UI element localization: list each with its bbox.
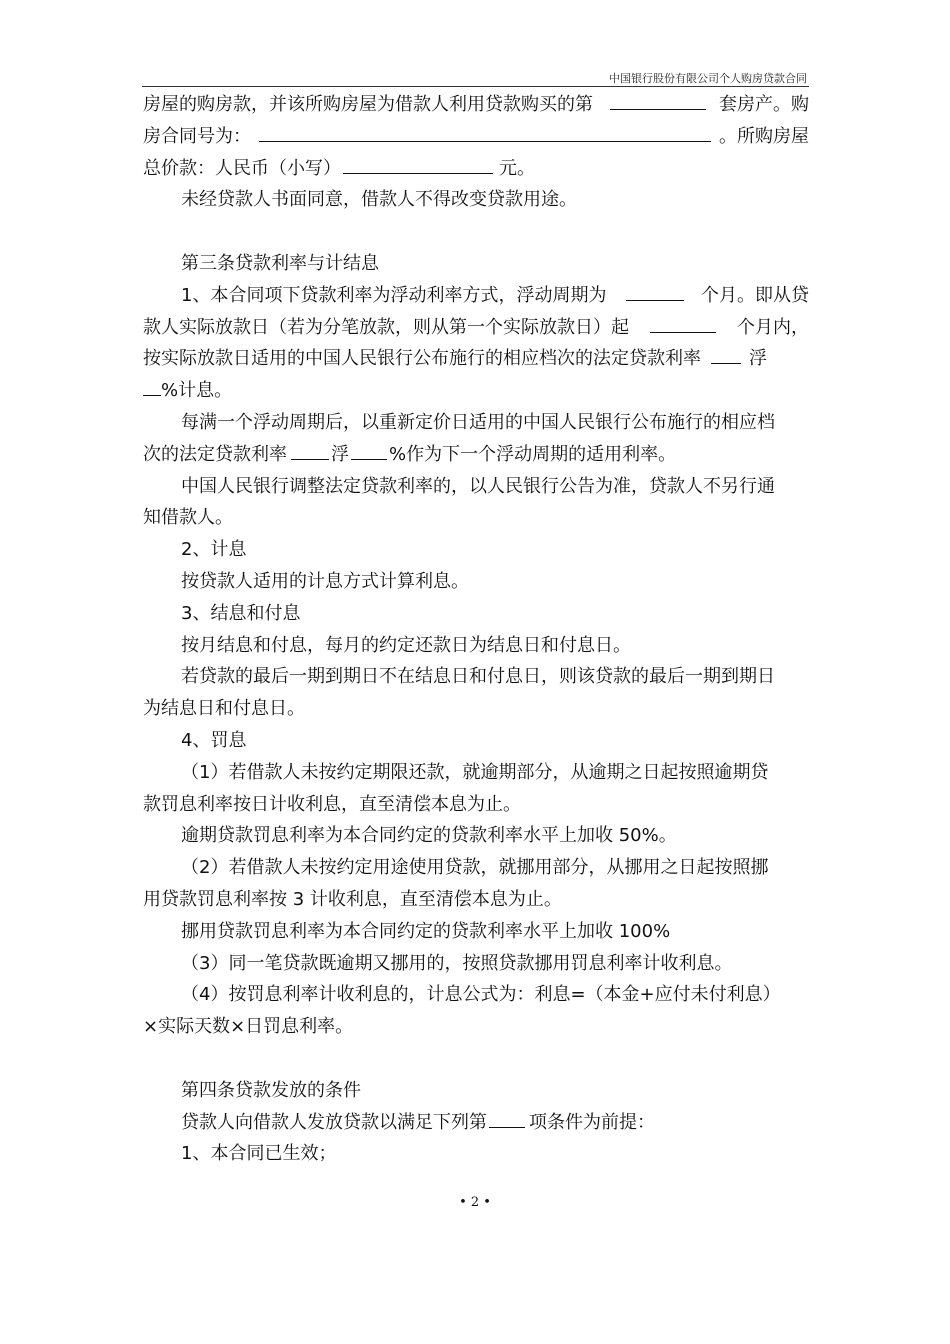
- line: [143, 343, 809, 375]
- paragraph: 逾期贷款罚息利率为本合同约定的贷款利率水平上加收 50%。: [181, 825, 677, 847]
- text: 款人实际放款日（若为分笔放款，则从第一个实际放款日）起: [143, 316, 629, 338]
- line: [143, 121, 809, 153]
- text: 个月内，: [737, 316, 809, 338]
- blank-field-next-rate-direction[interactable]: [291, 439, 329, 460]
- page-number: • 2 •: [459, 1195, 491, 1210]
- paragraph: （3）同一笔贷款既逾期又挪用的，按照贷款挪用罚息利率计收利息。: [181, 952, 733, 974]
- line: [143, 1107, 809, 1139]
- paragraph: 为结息日和付息日。: [143, 698, 305, 720]
- spacer: [143, 1043, 809, 1075]
- line: [143, 89, 809, 121]
- paragraph: 每满一个浮动周期后，以重新定价日适用的中国人民银行公布施行的相应档: [181, 411, 775, 433]
- text: 元。: [499, 157, 535, 179]
- blank-field-months[interactable]: [650, 312, 716, 333]
- article-heading: 第三条贷款利率与计结息: [181, 252, 379, 274]
- line: [143, 153, 809, 185]
- paragraph: 中国人民银行调整法定贷款利率的，以人民银行公告为准，贷款人不另行通: [181, 475, 775, 497]
- paragraph: 款罚息利率按日计收利息，直至清偿本息为止。: [143, 793, 521, 815]
- blank-field-contract-number[interactable]: [259, 121, 711, 142]
- document-body: [143, 89, 809, 1170]
- paragraph: ×实际天数×日罚息利率。: [143, 1016, 354, 1038]
- text: 次的法定贷款利率: [143, 443, 287, 465]
- paragraph: 用贷款罚息利率按 3 计收利息，直至清偿本息为止。: [143, 888, 562, 910]
- article-heading: 第四条贷款发放的条件: [181, 1079, 361, 1101]
- blank-field-rate-percent[interactable]: [143, 375, 161, 396]
- paragraph: （1）若借款人未按约定期限还款，就逾期部分，从逾期之日起按照逾期贷: [181, 761, 769, 783]
- line: [143, 312, 809, 344]
- line: [143, 280, 809, 312]
- line: [143, 375, 809, 407]
- text: 项条件为前提：: [529, 1111, 655, 1133]
- paragraph: 按贷款人适用的计息方式计算利息。: [181, 570, 469, 592]
- header-rule: [142, 86, 809, 87]
- text: %作为下一个浮动周期的适用利率。: [389, 443, 677, 465]
- paragraph: 若贷款的最后一期到期日不在结息日和付息日，则该贷款的最后一期到期日: [181, 666, 775, 688]
- text: 个月。即从贷: [700, 284, 809, 306]
- paragraph: 未经贷款人书面同意，借款人不得改变贷款用途。: [181, 189, 577, 211]
- running-header: 中国银行股份有限公司个人购房贷款合同: [609, 72, 807, 85]
- text: 浮: [331, 443, 349, 465]
- text: 贷款人向借款人发放贷款以满足下列第: [181, 1111, 487, 1133]
- paragraph: 挪用贷款罚息利率为本合同约定的贷款利率水平上加收 100%: [181, 920, 671, 942]
- blank-field-rate-direction[interactable]: [711, 343, 741, 364]
- text: 1、本合同项下贷款利率为浮动利率方式，浮动周期为: [181, 284, 607, 306]
- paragraph: 知借款人。: [143, 507, 233, 529]
- section-heading: 4、罚息: [181, 729, 247, 751]
- spacer: [143, 216, 809, 248]
- section-heading: 2、计息: [181, 539, 247, 561]
- paragraph: （4）按罚息利率计收利息的，计息公式为：利息=（本金+应付未付利息）: [181, 984, 781, 1006]
- blank-field-next-rate-percent[interactable]: [351, 439, 387, 460]
- text: 套房产。购: [719, 94, 809, 115]
- line: [143, 439, 809, 471]
- text: %计息。: [161, 380, 233, 402]
- text: 浮: [749, 348, 767, 370]
- section-heading: 3、结息和付息: [181, 602, 301, 624]
- text: 房屋的购房款，并该所购房屋为借款人利用贷款购买的第: [143, 94, 593, 115]
- paragraph: 1、本合同已生效；: [181, 1143, 337, 1165]
- paragraph: （2）若借款人未按约定用途使用贷款，就挪用部分，从挪用之日起按照挪: [181, 857, 769, 879]
- text: 总价款：人民币（小写）: [143, 157, 341, 179]
- paragraph: 按月结息和付息，每月的约定还款日为结息日和付息日。: [181, 634, 631, 656]
- blank-field-condition-item[interactable]: [489, 1107, 525, 1128]
- text: 按实际放款日适用的中国人民银行公布施行的相应档次的法定贷款利率: [143, 348, 701, 370]
- blank-field-total-price[interactable]: [343, 153, 493, 174]
- blank-field-float-period[interactable]: [626, 280, 684, 301]
- text: 。所购房屋: [719, 125, 809, 147]
- text: 房合同号为：: [143, 125, 251, 147]
- blank-field-house-count[interactable]: [610, 89, 706, 110]
